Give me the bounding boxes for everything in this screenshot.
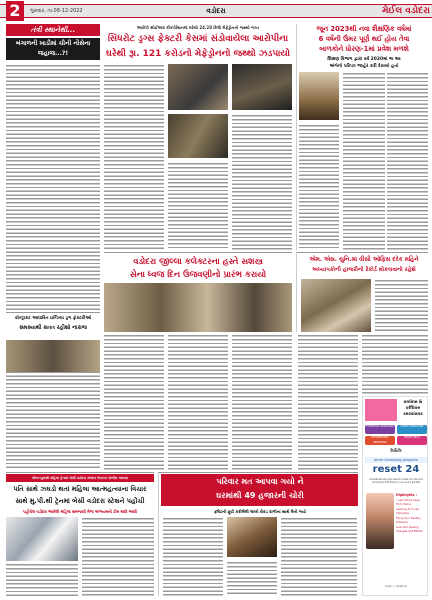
story-4-body <box>375 279 428 332</box>
story-5-kicker: મીલનપુરાથી મહિલા ટ્રેનમાં બેસી વડોદરા સ્ટેશન ઉતરતા પોલીસ આવ્યા <box>6 474 154 482</box>
right-story <box>296 24 428 250</box>
top-story-photo-1 <box>168 64 228 110</box>
story-6-headline-1: પરિવાર મત આપવા ગયો ને <box>216 477 304 486</box>
ad-program-name: reset 24 <box>372 464 420 475</box>
story-5-headline-1: પતિ સાથે ઝઘડો થતાં મહિલા આત્મહત્યાના વિચાર <box>13 485 147 493</box>
ad-highlight-4: Cleansing <box>396 512 409 515</box>
right-story-body-2 <box>387 72 428 250</box>
story-3-body-3 <box>232 334 292 470</box>
story-5-subhead: પહોંચેલ વડોદરા આવેલી મહિલા સમજાવી મેળા અભયમની ટીમ મદદે આવી <box>23 509 137 514</box>
story-5-body-1 <box>82 517 154 596</box>
editorial-column <box>6 24 100 310</box>
story-5-body-2 <box>6 563 78 596</box>
top-story-body-mid <box>168 162 228 250</box>
ad-label-offline: offline <box>405 405 421 410</box>
ad-portrait <box>366 493 394 549</box>
ad-highlight-1: • Let's Move Away <box>396 499 420 502</box>
ad-session-4: BOOK HELP <box>397 436 427 445</box>
story-4-headline-1: એમ. એસ. યુનિ.માં વીસી ઓફિસ દરેક મહિને <box>309 257 419 263</box>
right-story-subhead-2: અંગેનો પરિપત્ર જાહેર કરી દેવાયો હતો <box>329 64 399 69</box>
top-story <box>104 24 292 250</box>
right-story-headline-2: 6 વર્ષની ઉંમર પૂર્ણ થઈ હોય તેવા <box>318 35 410 43</box>
story-6-photo <box>227 517 277 557</box>
ad-highlight-7: Love and Healing <box>396 526 419 529</box>
ad-highlight-5: Fixing Your Destiny <box>396 517 421 520</box>
top-story-photo-2 <box>232 64 292 110</box>
brand-name: મેઈલ વડોદરા <box>382 6 430 16</box>
ad-program-title: inner cleansing program <box>365 457 427 463</box>
right-story-body-1 <box>343 72 385 250</box>
ad-session-2: ASTRO SESSIONS <box>397 425 427 434</box>
top-story-kicker: આરોપી સીઈઆર કોરપોરેશનમાં ઘરેથી 24.28 કિલો મેફેડ્રોનનો જથ્થો જપ્ત <box>136 25 260 30</box>
ad-session-1: HYPNOSIS SESSIONS <box>365 425 395 434</box>
ad-brand: h&h <box>390 448 402 454</box>
story-4 <box>296 252 428 332</box>
ad-label-online: online & <box>403 399 423 404</box>
story-3-photo <box>104 283 292 332</box>
ad-footer: heal + healing <box>385 584 407 588</box>
story-6 <box>158 472 358 596</box>
story-3 <box>104 252 292 332</box>
story-6-subhead: ફ્લેટની છૂટી કરીલેલી લાખો રોકડ દાગીના સાથે લેતો ગયો <box>214 509 306 514</box>
ad-label-sessions: sessions <box>403 411 423 416</box>
story-6-body-1 <box>163 517 223 596</box>
story-2-headline-1: કોન્ટ્રાક્ટ આધારિત ઇન્ડિયા ડ્રગ ફેક્ટરીઓ <box>14 316 92 321</box>
masthead <box>0 0 432 22</box>
ad-highlight-8: Changes and Effects <box>396 530 423 533</box>
right-story-headline-3: બાળકોને ધોરણ-1માં પ્રવેશ મળશે <box>319 45 409 53</box>
advertisement <box>362 396 428 596</box>
story-2-photo <box>6 340 100 372</box>
story-2-headline-2: સમસ્યાથી સતત રહીશો નારાજ <box>19 325 87 331</box>
top-story-body-right <box>232 114 292 250</box>
top-story-body-left <box>104 64 164 250</box>
story-4-headline-2: અધ્યાપકોની હાજરીનો રેકોર્ડ મોકલવાનો રહેશે <box>312 267 416 273</box>
story-5-headline-2: સાથે મુ.પી.થી ટ્રેનમાં બેસી વડોદરા સ્ટેશને પહોંચી <box>15 497 145 505</box>
story-3-body-1 <box>104 334 164 470</box>
issue-date: ગુરુવાર, તા.08-12-2022 <box>30 8 83 14</box>
right-story-subhead-1: શિક્ષણ વિભાગ દ્વારા વર્ષ 2020માં જ આ <box>327 57 401 62</box>
right-story-headline-1: જૂન 2023થી નવા શૈક્ષણિક વર્ષમાં <box>316 25 412 33</box>
story-3-headline-2: સેના ધ્વજ દિન ઉજવણીનો પ્રારંભ કરાયો <box>129 269 267 279</box>
ad-highlight-3: Learning for Inner <box>396 508 420 511</box>
ad-card-pink <box>365 399 397 421</box>
right-story-body-3 <box>299 124 339 250</box>
right-story-photo <box>299 72 339 120</box>
story-4-photo <box>301 279 371 332</box>
story-6-headline-2: ઘરમાંથી 49 હજારની ચોરી <box>216 491 304 500</box>
ad-highlight-2: From Toxins <box>396 503 412 506</box>
ad-highlight-6: Dilemma <box>396 521 408 524</box>
top-story-photo-3 <box>168 114 228 158</box>
top-story-headline-1: સિંધરોટ ડ્રગ્સ ફેક્ટરી કેસમાં સંડોવાયેલા આરોપીના <box>107 34 289 44</box>
story-3-body-2 <box>168 334 228 470</box>
top-story-headline-2: ઘરેથી રૂા. 121 કરોડનો મેફેડ્રોનનો જથ્થો ઝડપાયો <box>105 49 291 59</box>
editorial-subtitle: બંગાળની ખાડીમાં ચીની નૌસેના જહાજ...?! <box>6 38 100 60</box>
city-name: વડોદરા <box>206 7 226 15</box>
ad-tagline: sometimes we just need to reset our life and reconnect and flow for our soul's growth <box>369 478 423 485</box>
story-6-body-2 <box>227 561 277 596</box>
story-4-body-3 <box>362 334 428 394</box>
story-5 <box>6 472 154 596</box>
story-6-body-3 <box>281 517 357 596</box>
story-4-body-2 <box>298 334 358 470</box>
ad-highlights-title: Highlights : <box>396 493 417 497</box>
editorial-body <box>6 64 100 310</box>
story-5-photo <box>6 517 78 561</box>
page-number: 2 <box>6 1 24 21</box>
editorial-title: તંત્રી સ્થાનેથી... <box>6 24 100 36</box>
story-2 <box>6 312 100 338</box>
ad-session-3: REGRESSION SESSIONS <box>365 436 395 445</box>
story-3-headline-1: વડોદરા જીલ્લા કલેક્ટરના હસ્તે સશસ્ત્ર <box>133 256 263 266</box>
